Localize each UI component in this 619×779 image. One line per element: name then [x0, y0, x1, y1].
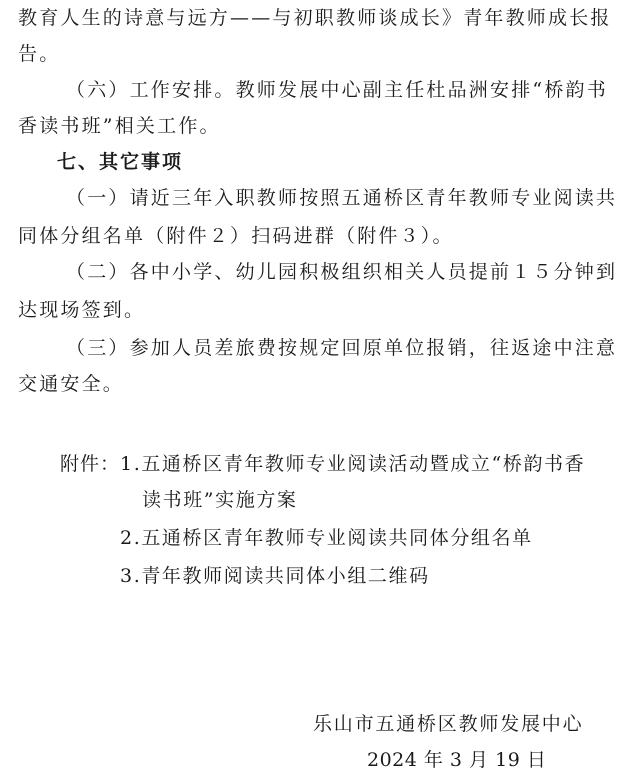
- body-line: 交通安全。: [18, 373, 125, 395]
- body-line: （一）请近三年入职教师按照五通桥区青年教师专业阅读共: [66, 187, 618, 209]
- signature-date: 2024 年 3 月 19 日: [367, 749, 547, 771]
- attachment-item-1-continued: 读书班”实施方案: [142, 489, 298, 511]
- signature-organization: 乐山市五通桥区教师发展中心: [313, 713, 584, 735]
- body-line: 香读书班”相关工作。: [18, 115, 221, 137]
- attachment-item-2: 2.五通桥区青年教师专业阅读共同体分组名单: [120, 527, 533, 549]
- body-line: 告。: [18, 43, 61, 65]
- body-line: 同体分组名单（附件２）扫码进群（附件３）。: [18, 225, 454, 247]
- body-line: 教育人生的诗意与远方——与初职教师谈成长》青年教师成长报: [18, 7, 612, 29]
- section-heading: 七、其它事项: [57, 151, 184, 173]
- attachments-label: 附件：: [60, 453, 121, 475]
- body-line: 达现场签到。: [18, 299, 146, 321]
- attachment-item-3: 3.青年教师阅读共同体小组二维码: [120, 565, 430, 587]
- body-line: （三）参加人员差旅费按规定回原单位报销，往返途中注意: [66, 337, 618, 359]
- body-line: （六）工作安排。教师发展中心副主任杜品洲安排“桥韵书: [66, 79, 608, 101]
- attachment-item-1: 1.五通桥区青年教师专业阅读活动暨成立“桥韵书香: [120, 453, 586, 475]
- body-line: （二）各中小学、幼儿园积极组织相关人员提前１５分钟到: [66, 261, 618, 283]
